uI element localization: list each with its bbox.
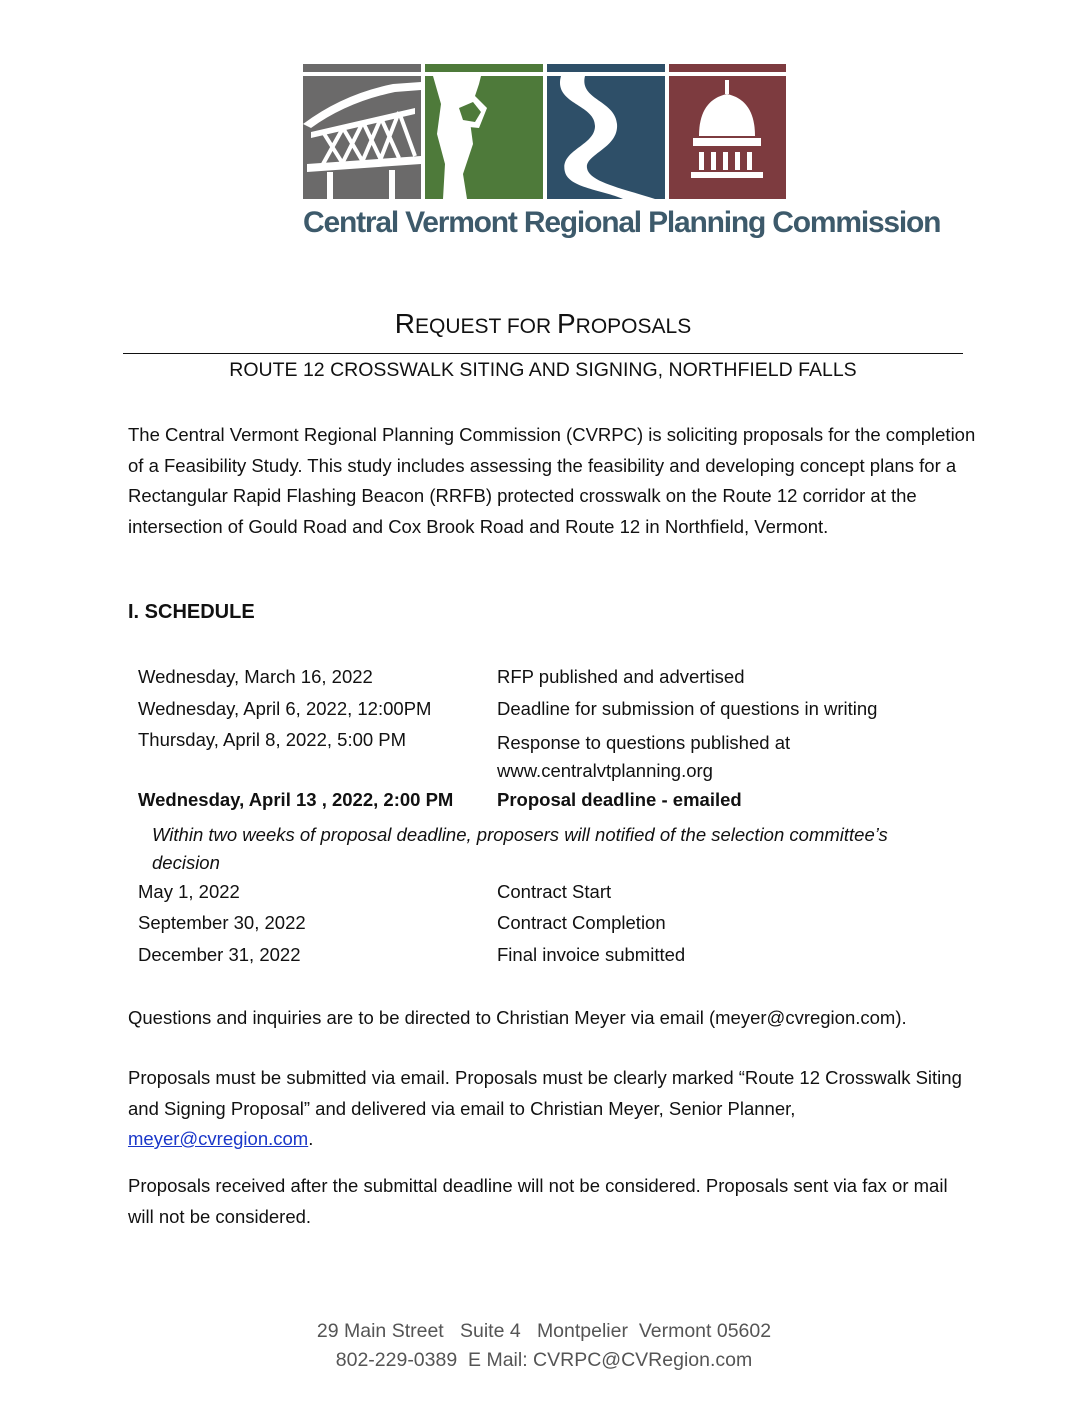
schedule-date: Wednesday, April 13 , 2022, 2:00 PM — [138, 789, 454, 810]
schedule-row — [138, 881, 968, 912]
vermont-map-icon — [425, 76, 543, 199]
schedule-heading: I. SCHEDULE — [128, 601, 255, 623]
schedule-event: Response to questions published at www.centralvtplanning.org — [497, 732, 791, 781]
schedule-event: Contract Start — [497, 881, 612, 902]
email-link[interactable]: meyer@cvregion.com — [128, 1128, 309, 1149]
schedule-row — [138, 789, 968, 821]
capitol-dome-icon — [669, 76, 786, 199]
schedule-date: September 30, 2022 — [138, 912, 306, 933]
schedule-date: May 1, 2022 — [138, 881, 240, 902]
footer-address: 29 Main Street Suite 4 Montpelier Vermont 05602 — [316, 1320, 772, 1342]
schedule-row — [138, 698, 968, 729]
organization-name: Central Vermont Regional Planning Commission — [303, 206, 941, 239]
title-divider — [123, 353, 963, 354]
intro-paragraph: The Central Vermont Regional Planning Commission (CVRPC) is soliciting proposals for the completion of a Feasibility Study. This study includes assessing the feasibility and developing concept plans for a Rectangular Rapid Flashing Beacon (RRFB) protected crosswalk on the Route 12 corridor at the intersection of Gould Road and Cox Brook Road and Route 12 in Northfield, Vermont. — [128, 424, 976, 537]
schedule-row — [138, 912, 968, 944]
questions-paragraph: Questions and inquiries are to be directed to Christian Meyer via email (meyer@cvregion.com). — [128, 1007, 907, 1028]
schedule-row — [138, 666, 968, 698]
schedule-date: Thursday, April 8, 2022, 5:00 PM — [138, 729, 407, 750]
schedule-event: Final invoice submitted — [497, 944, 686, 965]
late-submission-paragraph: Proposals received after the submittal deadline will not be considered. Proposals sent via fax or mail will not be considered. — [128, 1175, 948, 1227]
schedule-date: December 31, 2022 — [138, 944, 301, 965]
document-subtitle: ROUTE 12 CROSSWALK SITING AND SIGNING, NORTHFIELD FALLS — [229, 359, 857, 381]
schedule-row — [138, 944, 968, 975]
document-title: REQUEST FOR PROPOSALS — [394, 308, 692, 339]
river-road-icon — [547, 76, 665, 199]
cvrpc-logo — [303, 64, 786, 199]
schedule-date: Wednesday, March 16, 2022 — [138, 666, 373, 687]
schedule-row — [138, 729, 968, 789]
bridge-icon — [303, 76, 421, 199]
footer-contact: 802-229-0389 E Mail: CVRPC@CVRegion.com — [335, 1349, 753, 1371]
selection-note: Within two weeks of proposal deadline, proposers will notified of the selection committee’s decision — [152, 824, 888, 873]
schedule-event: Contract Completion — [497, 912, 666, 933]
schedule-date: Wednesday, April 6, 2022, 12:00PM — [138, 698, 432, 719]
schedule-event: RFP published and advertised — [497, 666, 745, 687]
schedule-event: Deadline for submission of questions in writing — [497, 698, 878, 719]
schedule-event: Proposal deadline - emailed — [497, 789, 742, 810]
schedule-table — [138, 666, 968, 975]
submission-paragraph: Proposals must be submitted via email. Proposals must be clearly marked “Route 12 Crosswalk Siting and Signing Proposal” and delivered via email to Christian Meyer, Senior Planner, meyer@cvregion.com. — [128, 1067, 962, 1149]
